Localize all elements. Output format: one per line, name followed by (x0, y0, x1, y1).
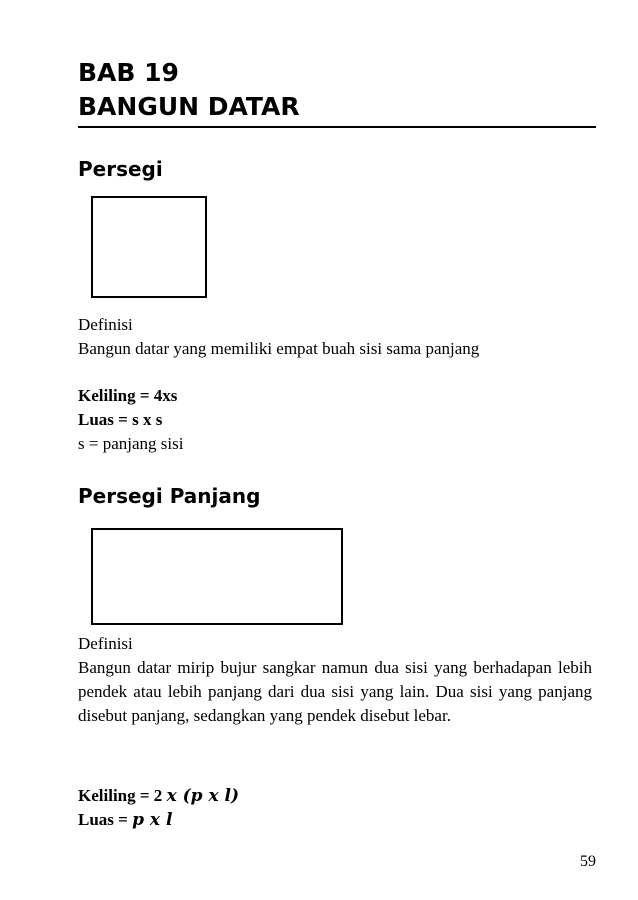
rectangle-figure (91, 528, 343, 625)
definition-label: Definisi (78, 634, 133, 653)
title-divider (78, 126, 596, 128)
area-formula: Luas = s x s (78, 410, 163, 429)
chapter-number: BAB 19 (78, 58, 179, 87)
chapter-title: BANGUN DATAR (78, 92, 300, 121)
definition-text: Bangun datar yang memiliki empat buah sisi sama panjang (78, 339, 480, 358)
perimeter-formula (78, 784, 592, 808)
definition-label: Definisi (78, 315, 133, 334)
area-expression: 𝒑 𝒙 𝒍 (132, 810, 173, 830)
perimeter-label: Keliling = 2 (78, 786, 163, 805)
area-label: Luas = (78, 810, 128, 829)
perimeter-expression: 𝒙 (𝒑 𝒙 𝒍) (166, 786, 240, 806)
variable-note: s = panjang sisi (78, 434, 184, 453)
perimeter-formula: Keliling = 4xs (78, 386, 178, 405)
square-figure (91, 196, 207, 298)
section-title-persegi: Persegi (78, 157, 163, 181)
section-title-persegi-panjang: Persegi Panjang (78, 484, 261, 508)
page-number: 59 (580, 853, 596, 870)
definition-text: Bangun datar mirip bujur sangkar namun dua sisi yang berhadapan lebih pendek atau lebih panjang dari dua sisi yang lain. Dua sisi yang panjang disebut panjang, sedangkan yang pendek disebut lebar. (78, 658, 592, 725)
area-formula (78, 808, 592, 832)
